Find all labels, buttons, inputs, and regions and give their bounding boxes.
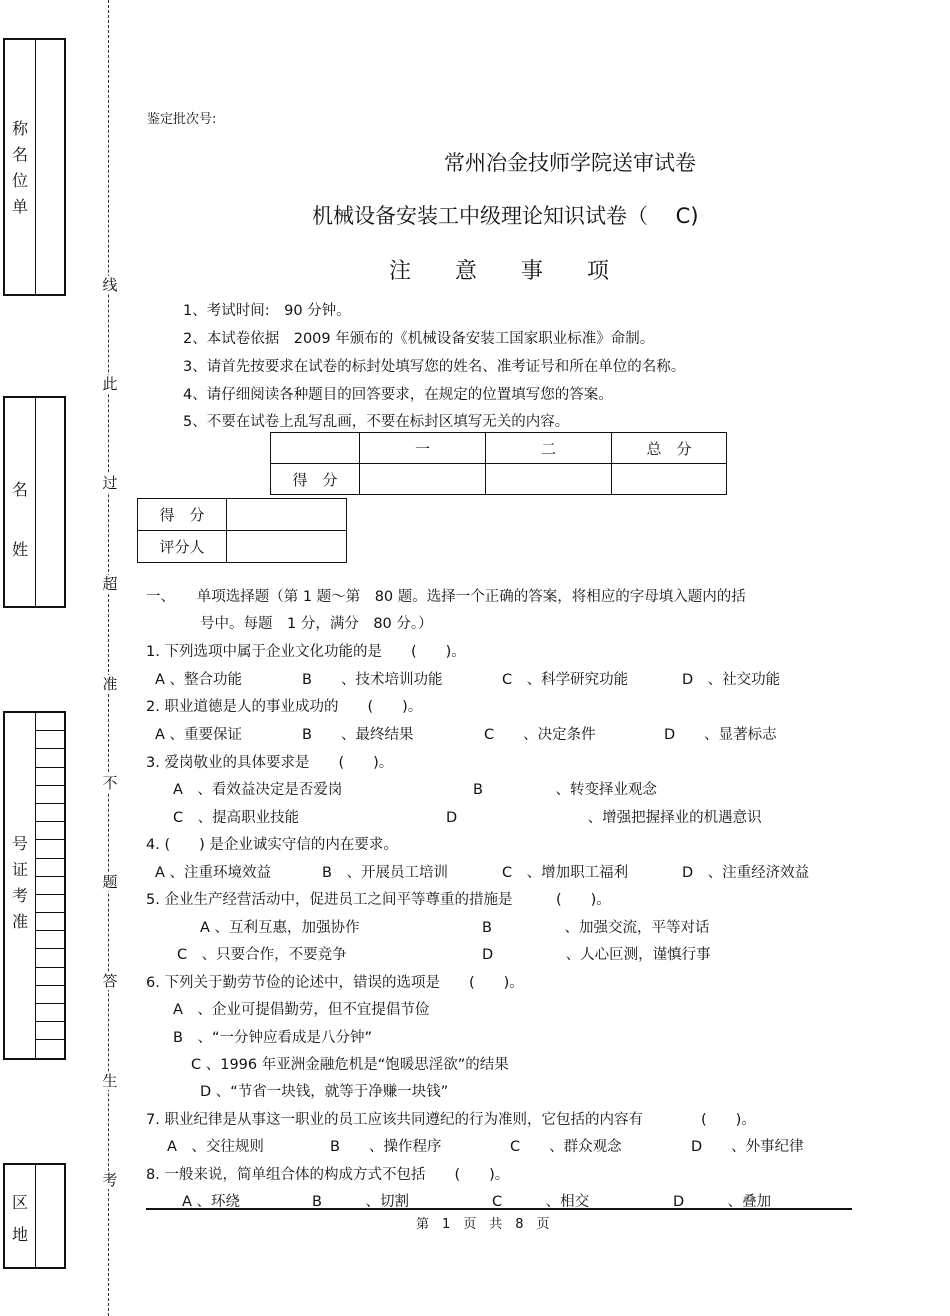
name-label-char: 姓 (11, 540, 28, 559)
score-header-cell: 二 (486, 433, 612, 464)
id-label-char: 准 (11, 912, 28, 931)
grader-score-label: 得 分 (138, 499, 227, 531)
question-stem: 3. 爱岗敬业的具体要求是 ( )。 (146, 755, 394, 771)
seal-char: 答 (102, 972, 118, 990)
option-b[interactable]: B 、加强交流，平等对话 (482, 920, 710, 936)
unit-label-char: 名 (11, 145, 28, 164)
option-b[interactable]: B 、“一分钟应看成是八分钟” (173, 1030, 372, 1046)
seal-char: 生 (102, 1072, 118, 1090)
option-c[interactable]: C 、增加职工福利 (502, 865, 629, 881)
option-a[interactable]: A 、注重环境效益 (155, 865, 272, 881)
exam-title: 机械设备安装工中级理论知识试卷（ C) (312, 204, 699, 228)
question-stem: 7. 职业纪律是从事这一职业的员工应该共同遵纪的行为准则，它包括的内容有 ( )。 (146, 1112, 756, 1128)
seal-char: 准 (102, 675, 118, 693)
seal-char: 超 (102, 575, 118, 593)
question-stem: 6. 下列关于勤劳节俭的论述中，错误的选项是 ( )。 (146, 975, 524, 991)
section-instructions: 一、 单项选择题（第 1 题～第 80 题。选择一个正确的答案，将相应的字母填入题内的括 (146, 589, 746, 605)
option-d[interactable]: D 、“节省一块钱，就等于净赚一块钱” (200, 1084, 449, 1100)
page-number: 第 1 页 共 8 页 (416, 1217, 550, 1232)
option-d[interactable]: D 、增强把握择业的机遇意识 (446, 810, 762, 826)
score-header-cell: 总 分 (612, 433, 727, 464)
option-c[interactable]: C 、相交 (492, 1194, 590, 1210)
region-label-char: 地 (11, 1225, 28, 1244)
seal-char: 线 (102, 276, 118, 294)
region-label-char: 区 (11, 1193, 28, 1212)
option-c[interactable]: C 、决定条件 (484, 727, 596, 743)
option-d[interactable]: D 、注重经济效益 (682, 865, 810, 881)
question-stem: 5. 企业生产经营活动中，促进员工之间平等尊重的措施是 ( )。 (146, 892, 611, 908)
batch-label: 鉴定批次号: (147, 112, 217, 127)
id-label-char: 证 (11, 860, 28, 879)
option-a[interactable]: A 、交往规则 (167, 1139, 264, 1155)
option-d[interactable]: D 、叠加 (673, 1194, 772, 1210)
seal-char: 过 (102, 474, 118, 492)
notice-item: 2、本试卷依据 2009 年颁布的《机械设备安装工国家职业标准》命制。 (183, 331, 655, 347)
grader-table (137, 498, 347, 563)
grader-label: 评分人 (138, 531, 227, 563)
grader-name-cell[interactable] (227, 531, 347, 563)
option-c[interactable]: C 、群众观念 (510, 1139, 622, 1155)
region-box (3, 1163, 66, 1269)
unit-label-char: 位 (11, 171, 28, 190)
option-b[interactable]: B 、最终结果 (302, 727, 414, 743)
score-header-cell: 一 (360, 433, 486, 464)
option-a[interactable]: A 、看效益决定是否爱岗 (173, 782, 343, 798)
option-a[interactable]: A 、整合功能 (155, 672, 243, 688)
unit-label-char: 单 (11, 197, 28, 216)
question-stem: 2. 职业道德是人的事业成功的 ( )。 (146, 699, 423, 715)
seal-char: 不 (102, 774, 118, 792)
option-a[interactable]: A 、环绕 (182, 1194, 241, 1210)
unit-box (3, 38, 66, 296)
option-d[interactable]: D 、显著标志 (664, 727, 777, 743)
score-cell-1[interactable] (360, 464, 486, 495)
option-d[interactable]: D 、社交功能 (682, 672, 781, 688)
option-c[interactable]: C 、只要合作，不要竞争 (177, 947, 347, 963)
notice-item: 3、请首先按要求在试卷的标封处填写您的姓名、准考证号和所在单位的名称。 (183, 359, 686, 375)
option-a[interactable]: A 、企业可提倡勤劳，但不宜提倡节俭 (173, 1002, 430, 1018)
seal-line (108, 0, 109, 1316)
question-stem: 1. 下列选项中属于企业文化功能的是 ( )。 (146, 644, 466, 660)
school-title: 常州冶金技师学院送审试卷 (444, 151, 696, 175)
option-c[interactable]: C 、1996 年亚洲金融危机是“饱暖思淫欲”的结果 (191, 1057, 509, 1073)
option-a[interactable]: A 、互利互惠，加强协作 (200, 920, 360, 936)
notice-item: 5、不要在试卷上乱写乱画，不要在标封区填写无关的内容。 (183, 414, 570, 430)
option-a[interactable]: A 、重要保证 (155, 727, 243, 743)
name-label-char: 名 (11, 480, 28, 499)
name-box (3, 396, 66, 608)
seal-char: 此 (102, 375, 118, 393)
option-b[interactable]: B 、开展员工培训 (322, 865, 448, 881)
score-header-cell (271, 433, 360, 464)
option-b[interactable]: B 、切割 (312, 1194, 409, 1210)
exam-id-box (3, 711, 66, 1060)
score-cell-2[interactable] (486, 464, 612, 495)
grader-score-cell[interactable] (227, 499, 347, 531)
unit-label-char: 称 (11, 119, 28, 138)
score-table (270, 432, 727, 495)
option-d[interactable]: D 、人心叵测，谨慎行事 (482, 947, 711, 963)
section-instructions-cont: 号中。每题 1 分，满分 80 分。） (200, 616, 433, 632)
option-b[interactable]: B 、转变择业观念 (473, 782, 657, 798)
notice-item: 4、请仔细阅读各种题目的回答要求，在规定的位置填写您的答案。 (183, 387, 613, 403)
option-b[interactable]: B 、技术培训功能 (302, 672, 443, 688)
seal-char: 题 (102, 873, 118, 891)
score-cell-total[interactable] (612, 464, 727, 495)
notice-item: 1、考试时间: 90 分钟。 (183, 303, 351, 319)
id-label-char: 考 (11, 886, 28, 905)
score-row-label: 得 分 (271, 464, 360, 495)
option-b[interactable]: B 、操作程序 (330, 1139, 442, 1155)
option-d[interactable]: D 、外事纪律 (691, 1139, 804, 1155)
option-c[interactable]: C 、提高职业技能 (173, 810, 300, 826)
seal-char: 考 (102, 1171, 118, 1189)
question-stem: 4. ( ) 是企业诚实守信的内在要求。 (146, 837, 398, 853)
id-label-char: 号 (11, 834, 28, 853)
question-stem: 8. 一般来说，简单组合体的构成方式不包括 ( )。 (146, 1167, 510, 1183)
footer-rule (146, 1208, 852, 1210)
notice-title: 注 意 事 项 (389, 259, 610, 284)
option-c[interactable]: C 、科学研究功能 (502, 672, 629, 688)
